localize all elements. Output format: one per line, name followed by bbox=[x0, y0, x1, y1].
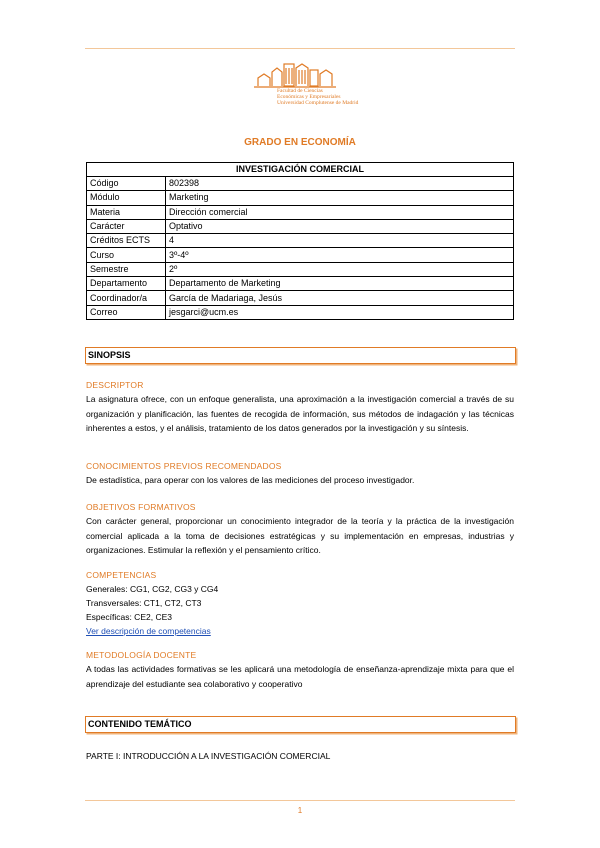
logo-line: Facultad de Ciencias bbox=[277, 88, 323, 94]
table-row bbox=[87, 277, 514, 291]
metodologia-text: A todas las actividades formativas se les aplicará una metodología de enseñanza-aprendizaje mixta para que el aprendizaje del estudiante sea colaborativo y cooperativo bbox=[86, 664, 514, 689]
email-link[interactable]: jesgarci@ucm.es bbox=[169, 306, 239, 317]
row-value: Optativo bbox=[166, 219, 514, 233]
logo-caption bbox=[277, 88, 358, 106]
table-row bbox=[87, 177, 514, 191]
competencias-transversales: Transversales: CT1, CT2, CT3 bbox=[86, 598, 202, 608]
metodologia-label: METODOLOGÍA DOCENTE bbox=[86, 650, 197, 660]
descriptor-label: DESCRIPTOR bbox=[86, 380, 144, 390]
row-key: Coordinador/a bbox=[87, 291, 166, 305]
table-row bbox=[87, 305, 514, 319]
competencias-especificas: Específicas: CE2, CE3 bbox=[86, 612, 172, 622]
row-value: 4 bbox=[166, 234, 514, 248]
table-row bbox=[87, 205, 514, 219]
row-key: Semestre bbox=[87, 262, 166, 276]
row-value: Dirección comercial bbox=[166, 205, 514, 219]
table-heading: INVESTIGACIÓN COMERCIAL bbox=[87, 163, 514, 177]
row-value: Departamento de Marketing bbox=[166, 277, 514, 291]
competencias-link[interactable]: Ver descripción de competencias bbox=[86, 626, 211, 636]
row-value: 3º-4º bbox=[166, 248, 514, 262]
objetivos-label: OBJETIVOS FORMATIVOS bbox=[86, 502, 196, 512]
row-value: García de Madariaga, Jesús bbox=[166, 291, 514, 305]
row-key: Departamento bbox=[87, 277, 166, 291]
row-key: Correo bbox=[87, 305, 166, 319]
course-info-table bbox=[86, 162, 514, 320]
row-key: Créditos ECTS bbox=[87, 234, 166, 248]
header-rule bbox=[85, 48, 515, 49]
page-number: 1 bbox=[297, 806, 303, 815]
section-sinopsis: SINOPSIS bbox=[85, 347, 516, 364]
table-row bbox=[87, 262, 514, 276]
parte-1-heading: PARTE I: INTRODUCCIÓN A LA INVESTIGACIÓN COMERCIAL bbox=[86, 751, 331, 761]
competencias-generales: Generales: CG1, CG2, CG3 y CG4 bbox=[86, 584, 219, 594]
conocimientos-text: De estadística, para operar con los valores de las mediciones del proceso investigador. bbox=[86, 475, 415, 485]
table-row bbox=[87, 234, 514, 248]
logo-line: Económicas y Empresariales bbox=[277, 94, 341, 100]
row-key: Carácter bbox=[87, 219, 166, 233]
competencias-label: COMPETENCIAS bbox=[86, 570, 157, 580]
table-row bbox=[87, 191, 514, 205]
row-key: Curso bbox=[87, 248, 166, 262]
table-heading-row bbox=[87, 163, 514, 177]
degree-title: GRADO EN ECONOMÍA bbox=[244, 137, 356, 148]
descriptor-text: La asignatura ofrece, con un enfoque generalista, una aproximación a la investigación comercial a través de su organización y planificación, las fuentes de recogida de información, sus métodos de indagación y las técnicas inherentes a estos, y el análisis, tratamiento de los datos generados por la investigación y su síntesis. bbox=[86, 394, 514, 434]
row-key: Módulo bbox=[87, 191, 166, 205]
footer-rule bbox=[85, 800, 515, 801]
section-contenido: CONTENIDO TEMÁTICO bbox=[85, 716, 516, 733]
row-value: 2º bbox=[166, 262, 514, 276]
table-row bbox=[87, 291, 514, 305]
conocimientos-label: CONOCIMIENTOS PREVIOS RECOMENDADOS bbox=[86, 461, 282, 471]
row-value[interactable] bbox=[166, 305, 514, 319]
row-key: Materia bbox=[87, 205, 166, 219]
row-key: Código bbox=[87, 177, 166, 191]
logo-line: Universidad Complutense de Madrid bbox=[277, 100, 359, 106]
objetivos-text: Con carácter general, proporcionar un conocimiento integrador de la teoría y la práctica de la investigación comercial aplicada a la toma de decisiones estratégicas y su implementación en empresas, industrias y organizaciones. Estimular la reflexión y el pensamiento crítico. bbox=[86, 516, 514, 556]
row-value: Marketing bbox=[166, 191, 514, 205]
table-row bbox=[87, 248, 514, 262]
table-row bbox=[87, 219, 514, 233]
row-value: 802398 bbox=[166, 177, 514, 191]
